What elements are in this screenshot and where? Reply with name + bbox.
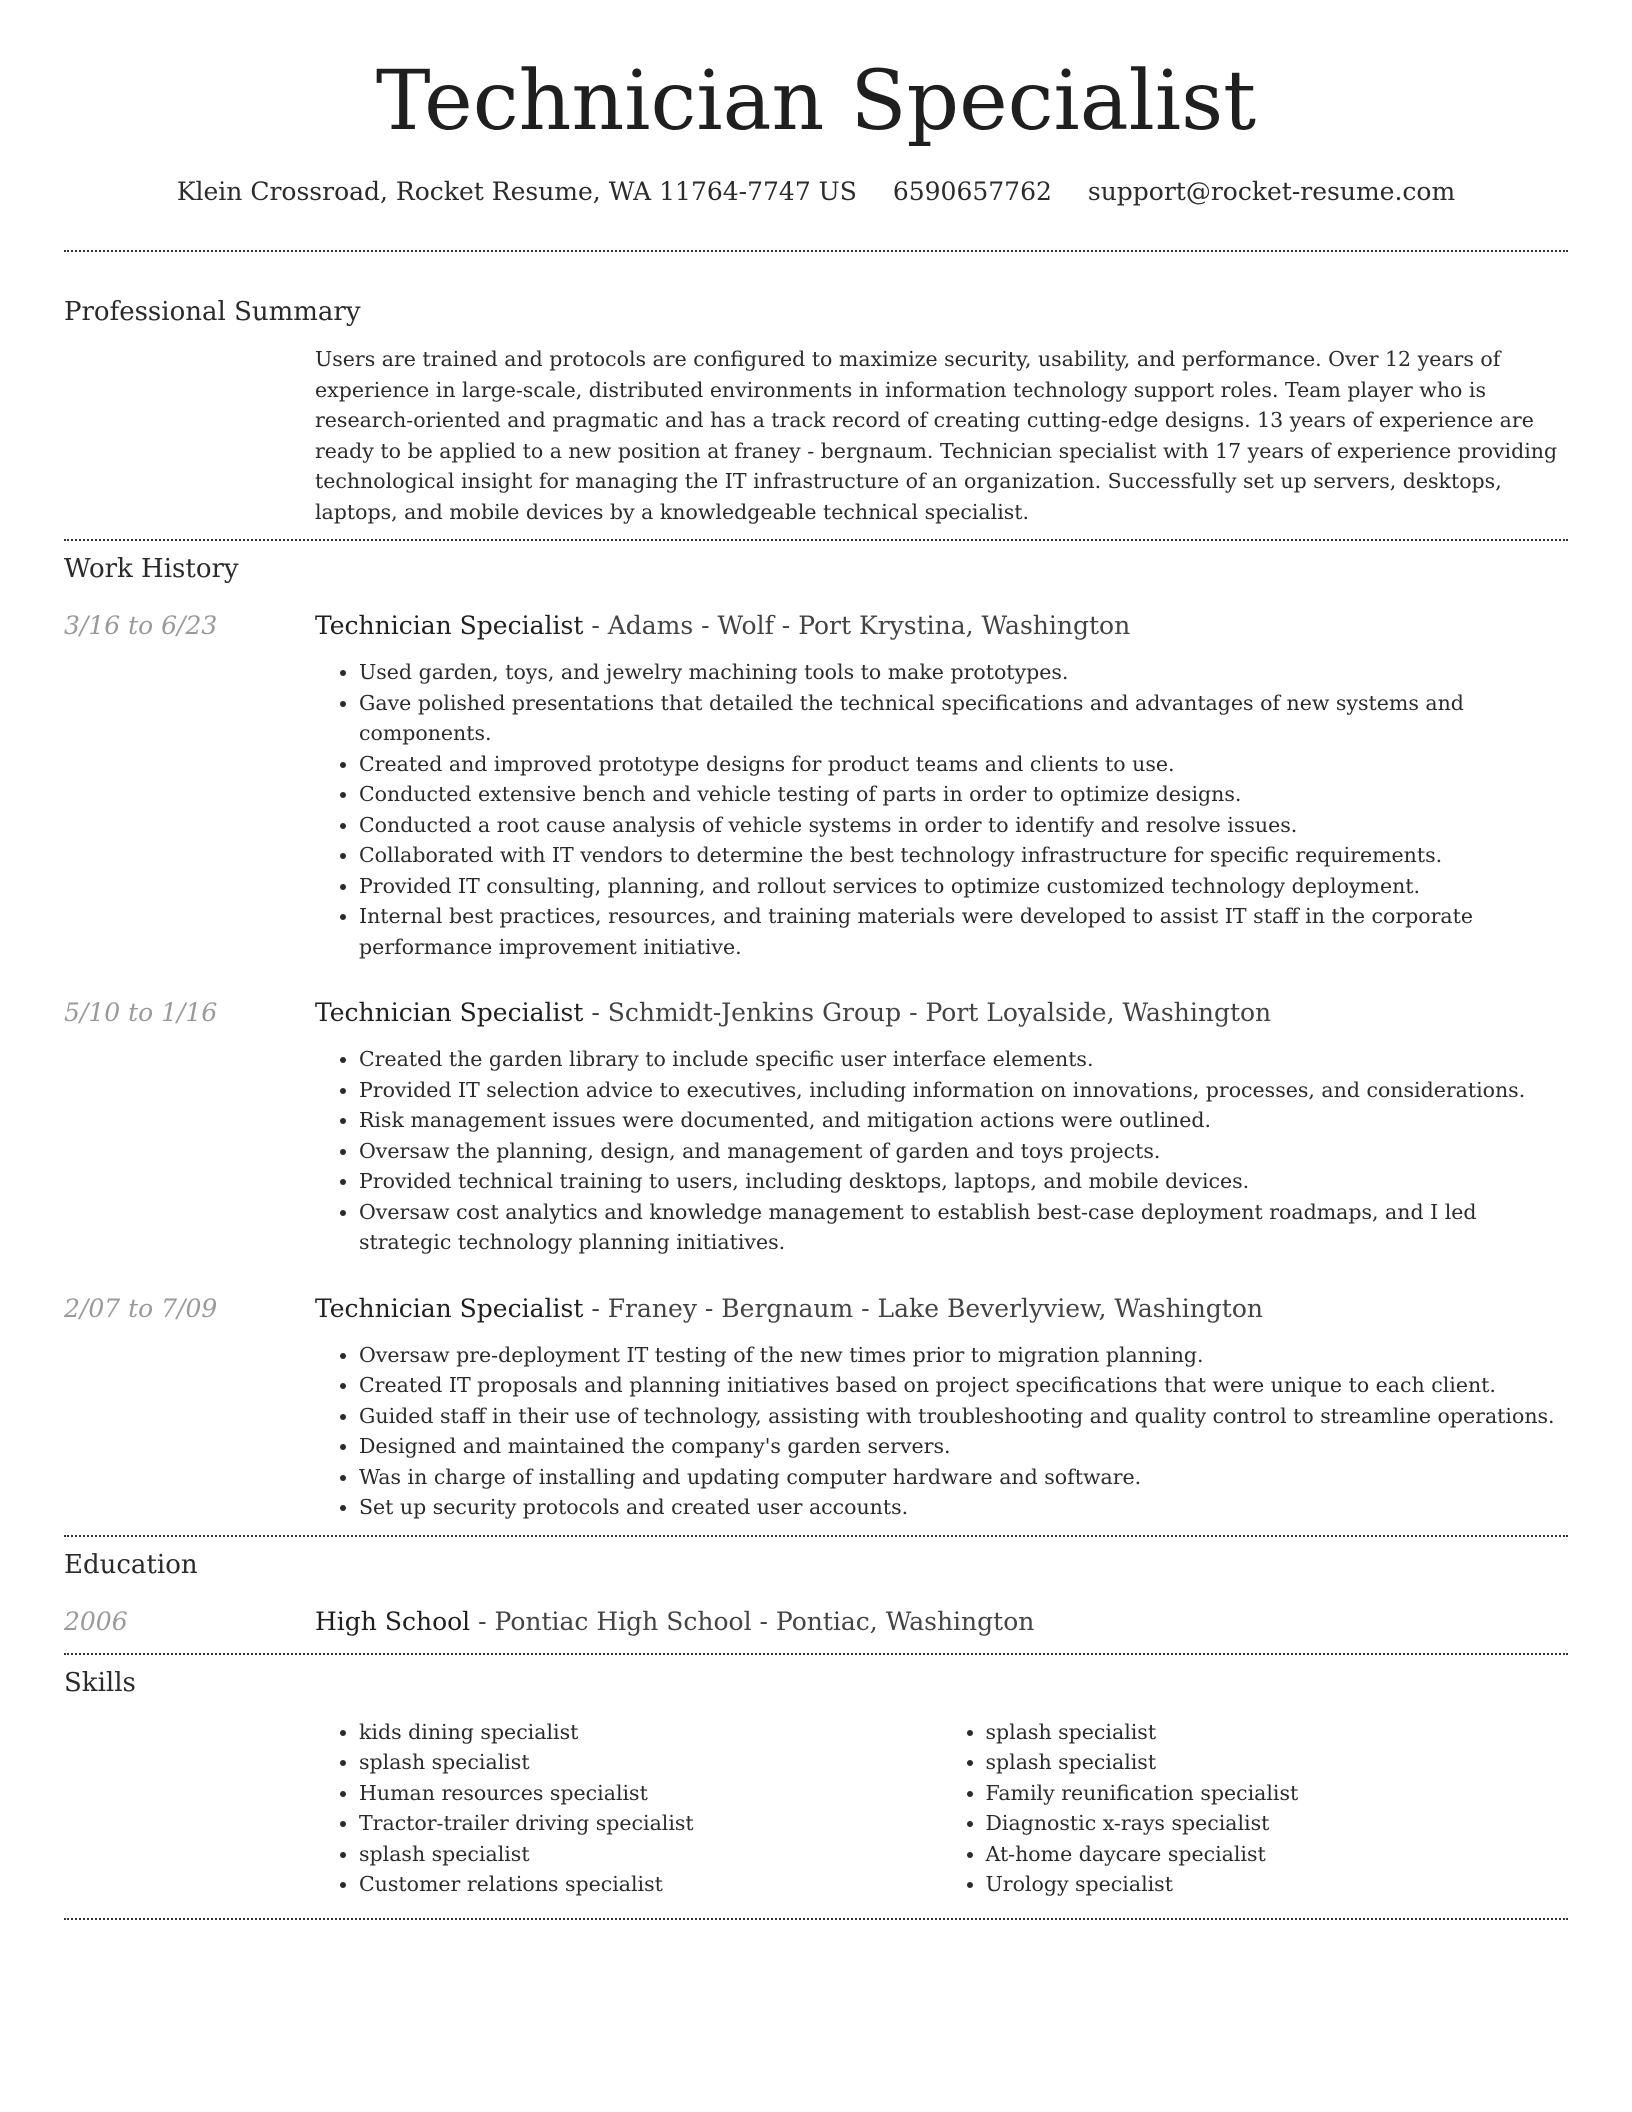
job-title <box>315 1292 1568 1326</box>
education-entry <box>64 1605 1568 1639</box>
skill-item: • splash specialist <box>986 1747 1569 1778</box>
bullet-item: • Risk management issues were documented, and mitigation actions were outlined. <box>359 1105 1568 1136</box>
skill-item: • Human resources specialist <box>359 1778 942 1809</box>
education-heading: Education <box>64 1549 198 1580</box>
bullet-item: • Created and improved prototype designs for product teams and clients to use. <box>359 749 1568 780</box>
job-role: Technician Specialist <box>315 998 584 1027</box>
contact-email: support@rocket-resume.com <box>1087 177 1456 206</box>
skill-item: • Customer relations specialist <box>359 1869 942 1900</box>
bullet-item: • Provided IT consulting, planning, and rollout services to optimize customized technology deployment. <box>359 871 1568 902</box>
bullet-item: • Guided staff in their use of technology, assisting with troubleshooting and quality control to streamline operations. <box>359 1401 1568 1432</box>
work-history-list <box>64 609 1568 1523</box>
job-role: Technician Specialist <box>315 611 584 640</box>
job-dates: 2/07 to 7/09 <box>64 1293 218 1323</box>
bullet-item: • Created the garden library to include specific user interface elements. <box>359 1044 1568 1075</box>
job-entry <box>64 996 1568 1258</box>
divider <box>64 1535 1568 1537</box>
skill-item: • At-home daycare specialist <box>986 1839 1569 1870</box>
skills-heading: Skills <box>64 1667 136 1698</box>
candidate-name: Technician Specialist <box>375 54 1257 149</box>
skill-item: • splash specialist <box>359 1839 942 1870</box>
job-employer: - Adams - Wolf - Port Krystina, Washington <box>583 611 1131 640</box>
job-dates: 3/16 to 6/23 <box>64 611 218 640</box>
skill-item: • Diagnostic x-rays specialist <box>986 1808 1569 1839</box>
skill-item: • splash specialist <box>359 1747 942 1778</box>
bullet-item: • Used garden, toys, and jewelry machining tools to make prototypes. <box>359 657 1568 688</box>
education-school: - Pontiac High School - Pontiac, Washington <box>470 1606 1035 1636</box>
bullet-item: • Conducted a root cause analysis of vehicle systems in order to identify and resolve issues. <box>359 810 1568 841</box>
job-bullets <box>315 1340 1568 1523</box>
contact-line <box>64 176 1568 208</box>
job-bullets <box>315 657 1568 962</box>
skills-list-left <box>315 1717 942 1900</box>
job-employer: - Schmidt-Jenkins Group - Port Loyalside, Washington <box>583 998 1272 1027</box>
summary-text: Users are trained and protocols are configured to maximize security, usability, and performance. Over 12 years of experience in large-scale, distributed environments in information technology support roles. Team player who is research-oriented and pragmatic and has a track record of creating cutting-edge designs. 13 years of experience are ready to be applied to a new position at franey - bergnaum. Technician specialist with 17 years of experience providing technological insight for managing the IT infrastructure of an organization. Successfully set up servers, desktops, laptops, and mobile devices by a knowledgeable technical specialist. <box>315 347 1558 524</box>
divider <box>64 539 1568 541</box>
skills-list-right <box>942 1717 1569 1900</box>
job-role: Technician Specialist <box>315 1293 584 1323</box>
skill-item: • kids dining specialist <box>359 1717 942 1748</box>
bullet-item: • Oversaw the planning, design, and management of garden and toys projects. <box>359 1136 1568 1167</box>
divider <box>64 250 1568 252</box>
bullet-item: • Internal best practices, resources, and training materials were developed to assist IT staff in the corporate performance improvement initiative. <box>359 901 1568 962</box>
divider <box>64 1653 1568 1655</box>
resume-page <box>64 0 1568 1920</box>
bullet-item: • Designed and maintained the company's garden servers. <box>359 1431 1568 1462</box>
contact-address: Klein Crossroad, Rocket Resume, WA 11764-7747 US <box>176 177 857 206</box>
education-degree: High School <box>315 1606 471 1636</box>
bullet-item: • Oversaw cost analytics and knowledge management to establish best-case deployment roadmaps, and I led strategic technology planning initiatives. <box>359 1197 1568 1258</box>
bullet-item: • Collaborated with IT vendors to determine the best technology infrastructure for specific requirements. <box>359 840 1568 871</box>
education-year: 2006 <box>64 1606 128 1636</box>
bullet-item: • Provided technical training to users, including desktops, laptops, and mobile devices. <box>359 1166 1568 1197</box>
skill-item: • Family reunification specialist <box>986 1778 1569 1809</box>
skill-item: • splash specialist <box>986 1717 1569 1748</box>
contact-phone: 6590657762 <box>892 177 1052 206</box>
bullet-item: • Was in charge of installing and updating computer hardware and software. <box>359 1462 1568 1493</box>
job-title <box>315 996 1568 1030</box>
summary-section <box>315 344 1568 527</box>
summary-heading: Professional Summary <box>64 297 361 327</box>
bullet-item: • Provided IT selection advice to executives, including information on innovations, processes, and considerations. <box>359 1075 1568 1106</box>
skills-section <box>315 1717 1568 1900</box>
job-title <box>315 609 1568 643</box>
bullet-item: • Gave polished presentations that detailed the technical specifications and advantages of new systems and components. <box>359 688 1568 749</box>
bullet-item: • Set up security protocols and created user accounts. <box>359 1492 1568 1523</box>
job-dates: 5/10 to 1/16 <box>64 998 218 1027</box>
bullet-item: • Created IT proposals and planning initiatives based on project specifications that were unique to each client. <box>359 1370 1568 1401</box>
skill-item: • Tractor-trailer driving specialist <box>359 1808 942 1839</box>
bullet-item: • Oversaw pre-deployment IT testing of the new times prior to migration planning. <box>359 1340 1568 1371</box>
education-title <box>315 1605 1568 1639</box>
job-entry <box>64 609 1568 962</box>
job-bullets <box>315 1044 1568 1258</box>
job-employer: - Franey - Bergnaum - Lake Beverlyview, Washington <box>583 1293 1264 1323</box>
skill-item: • Urology specialist <box>986 1869 1569 1900</box>
bullet-item: • Conducted extensive bench and vehicle testing of parts in order to optimize designs. <box>359 779 1568 810</box>
job-entry <box>64 1292 1568 1523</box>
work-history-heading: Work History <box>64 554 239 584</box>
divider <box>64 1918 1568 1920</box>
